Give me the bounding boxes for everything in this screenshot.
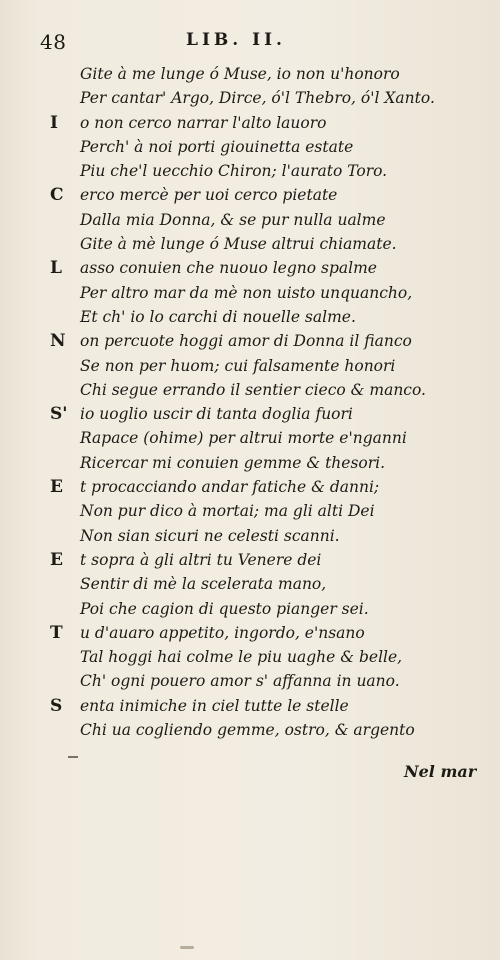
stanza [50,183,480,256]
stanza-initial: T [50,622,63,643]
verse-line: Dalla mia Donna, & se pur nulla ualme [80,210,386,229]
verse-line: Gite à mè lunge ó Muse altrui chiamate. [80,235,397,254]
page-header [0,30,500,56]
stanza [50,329,480,402]
poem-text [50,62,480,742]
verse-line: Et ch' io lo carchi di nouelle salme. [80,307,356,326]
verse-line: Non pur dico à mortai; ma gli alti Dei [80,502,375,521]
stanza [50,475,480,548]
stanza [50,402,480,475]
page-number: 48 [40,30,67,54]
verse-line-first [50,694,480,718]
running-head: LIB. II. [186,30,286,50]
printer-mark [68,756,78,758]
stanza-initial: S' [50,404,68,425]
stanza [50,621,480,694]
verse-line-first [50,548,480,572]
stanza-initial: L [50,258,62,279]
verse-line-first [50,475,480,499]
verse-line: Piu che'l uecchio Chiron; l'aurato Toro. [80,162,388,181]
verse-line: Per altro mar da mè non uisto unquancho, [80,283,413,302]
verse-line: Chi ua cogliendo gemme, ostro, & argento [80,721,415,740]
stanza-initial: E [50,549,63,570]
verse-line: Gite à me lunge ó Muse, io non u'honoro [80,65,400,83]
verse-line: Ricercar mi conuien gemme & thesori. [80,453,386,472]
verse-line-first [50,256,480,280]
paper-smudge [180,946,194,949]
verse-line: Ch' ogni pouero amor s' affanna in uano. [80,672,400,691]
stanza [50,694,480,743]
stanza-initial: N [50,331,66,352]
verse-line: Chi segue errando il sentier cieco & manco. [80,380,426,399]
verse-line-text: enta inimiche in ciel tutte le stelle [80,696,349,715]
stanza [50,256,480,329]
verse-line-text: io uoglio uscir di tanta doglia fuori [80,405,353,424]
verse-line-text: t sopra à gli altri tu Venere dei [80,550,322,569]
stanza-initial: S [50,695,63,716]
verse-line: Se non per huom; cui falsamente honori [80,356,396,375]
verse-line-first [50,402,480,426]
verse-line-first [50,621,480,645]
verse-line-text: on percuote hoggi amor di Donna il fianco [80,332,412,351]
stanza [50,62,480,111]
verse-line: Per cantar' Argo, Dirce, ó'l Thebro, ó'l Xanto. [80,89,435,108]
stanza [50,548,480,621]
verse-line-text: o non cerco narrar l'alto lauoro [80,113,327,132]
verse-line: Perch' à noi porti giouinetta estate [80,137,354,156]
stanza [50,111,480,184]
stanza-initial: C [50,185,64,206]
verse-line-text: u d'auaro appetito, ingordo, e'nsano [80,623,365,642]
verse-line: Sentir di mè la scelerata mano, [80,575,327,594]
verse-line-text: t procacciando andar fatiche & danni; [80,478,380,497]
stanza-initial: E [50,477,63,498]
verse-line: Rapace (ohime) per altrui morte e'nganni [80,429,407,448]
verse-line-first [50,111,480,135]
verse-line: Tal hoggi hai colme le piu uaghe & belle, [80,648,403,667]
verse-line: Non sian sicuri ne celesti scanni. [80,526,340,545]
verse-line-text: asso conuien che nuouo legno spalme [80,259,377,278]
verse-line-text: erco mercè per uoi cerco pietate [80,186,338,205]
verse-line-first [50,329,480,353]
stanza-initial: I [50,112,58,133]
verse-line-first [50,183,480,207]
verse-line: Poi che cagion di questo pianger sei. [80,599,369,618]
catchword: Nel mar [404,762,477,781]
